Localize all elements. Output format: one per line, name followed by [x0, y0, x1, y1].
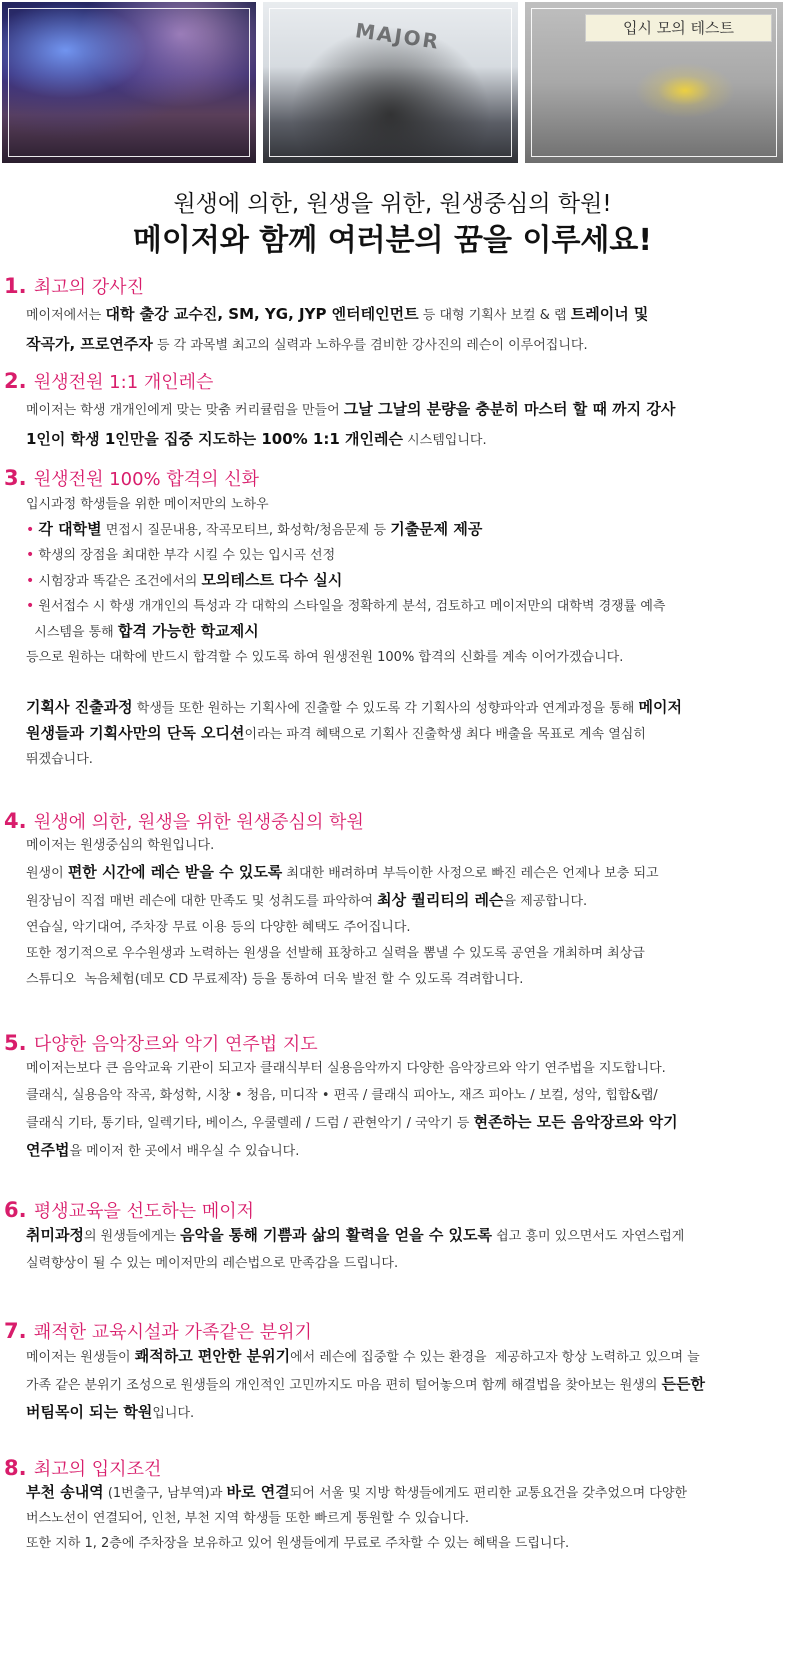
section-number: 8. — [4, 1456, 34, 1480]
emphasis-text: 쾌적하고 편안한 분위기 — [134, 1347, 291, 1365]
section-title-text: 쾌적한 교육시설과 가족같은 분위기 — [33, 1322, 312, 1343]
emphasis-text: 모의테스트 다수 실시 — [201, 571, 343, 589]
bullet-icon: • — [26, 598, 35, 614]
photo-strip — [0, 0, 785, 165]
section-title-8 — [4, 1455, 161, 1481]
text-line: 등으로 원하는 대학에 반드시 합격할 수 있도록 하여 원생전원 100% 합격의 신화를 계속 이어가겠습니다. — [26, 650, 624, 665]
section-body-3 — [26, 492, 781, 772]
emphasis-text: 바로 연결 — [226, 1483, 290, 1501]
text-line: 클래식, 실용음악 작곡, 화성학, 시창 • 청음, 미디작 • 편곡 / 클래식 피아노, 재즈 피아노 / 보컬, 성악, 힙합&랩/ — [26, 1088, 658, 1103]
emphasis-text: 음악을 통해 기쁨과 삶의 활력을 얻을 수 있도록 — [180, 1226, 493, 1244]
text-line: 부천 송내역 (1번출구, 남부역)과 바로 연결되어 서울 및 지방 학생들에게도 편리한 교통요건을 갖추었으며 다양한 — [26, 1483, 687, 1501]
emphasis-text: 각 대학별 — [38, 520, 102, 538]
mock-exam-photo — [523, 0, 785, 165]
section-body-7 — [26, 1343, 781, 1427]
section-number: 4. — [4, 809, 34, 833]
section-title-text: 평생교육을 선도하는 메이저 — [33, 1201, 255, 1222]
emphasis-text: 합격 가능한 학교제시 — [117, 622, 259, 640]
section-number: 6. — [4, 1198, 34, 1222]
section-title-text: 다양한 음악장르와 악기 연주법 지도 — [33, 1034, 318, 1055]
emphasis-text: 그날 그날의 분량을 충분히 마스터 할 때 까지 강사 — [343, 400, 676, 418]
headline-line1: 원생에 의한, 원생을 위한, 원생중심의 학원! — [173, 191, 612, 217]
text-line: 메이저는 원생중심의 학원입니다. — [26, 838, 215, 853]
headline-line2: 메이저와 함께 여러분의 꿈을 이루세요! — [132, 223, 653, 258]
emphasis-text: 기획사 진출과정 — [26, 698, 133, 716]
section-title-5 — [4, 1030, 318, 1056]
section-body-8 — [26, 1480, 781, 1556]
text-line: • 학생의 장점을 최대한 부각 시킬 수 있는 입시곡 선정 — [26, 547, 336, 563]
section-title-1 — [4, 273, 144, 299]
text-line: 1인이 학생 1인만을 집중 지도하는 100% 1:1 개인레슨 시스템입니다. — [26, 430, 487, 448]
text-line: 클래식 기타, 통기타, 일렉기타, 베이스, 우쿨렐레 / 드럼 / 관현악기 / 국악기 등 현존하는 모든 음악장르와 악기 — [26, 1113, 678, 1131]
bullet-icon: • — [26, 522, 35, 538]
emphasis-text: 든든한 — [661, 1375, 706, 1393]
text-line — [26, 670, 781, 695]
text-line: 원생들과 기획사만의 단독 오디션이라는 파격 혜택으로 기획사 진출학생 최다 배출을 목표로 계속 열심히 — [26, 724, 646, 742]
text-line: 메이저는 학생 개개인에게 맞는 맞춤 커리큘럼을 만들어 그날 그날의 분량을 충분히 마스터 할 때 까지 강사 — [26, 400, 676, 418]
text-line: • 원서접수 시 학생 개개인의 특성과 각 대학의 스타일을 정확하게 분석, 검토하고 메이저만의 대학벽 경쟁률 예측 — [26, 598, 666, 614]
emphasis-text: 연주법 — [26, 1141, 70, 1159]
emphasis-text: 버팀목이 되는 학원 — [26, 1403, 153, 1421]
section-number: 1. — [4, 274, 34, 298]
group-photo — [261, 0, 520, 165]
emphasis-text: 원생들과 기획사만의 단독 오디션 — [26, 724, 245, 742]
text-line: 스튜디오 녹음체험(데모 CD 무료제작) 등을 통하여 더욱 발전 할 수 있도록 격려합니다. — [26, 972, 524, 987]
text-line: 뛰겠습니다. — [26, 752, 93, 767]
section-title-text: 최고의 강사진 — [33, 277, 144, 298]
text-line: 메이저에서는 대학 출강 교수진, SM, YG, JYP 엔터테인먼트 등 대형 기획사 보컬 & 랩 트레이너 및 — [26, 305, 649, 323]
stage-performance-photo — [0, 0, 258, 165]
emphasis-text: 작곡가, 프로연주자 — [26, 335, 153, 353]
section-body-2 — [26, 395, 781, 455]
emphasis-text: 트레이너 및 — [570, 305, 649, 323]
text-line: 버팀목이 되는 학원입니다. — [26, 1403, 195, 1421]
text-line: 버스노선이 연결되어, 인천, 부천 지역 학생들 또한 빠르게 통원할 수 있습니다. — [26, 1511, 470, 1526]
emphasis-text: 1인이 학생 1인만을 집중 지도하는 100% 1:1 개인레슨 — [26, 430, 403, 448]
section-title-4 — [4, 808, 364, 834]
text-line: 연습실, 악기대여, 주차장 무료 이용 등의 다양한 혜택도 주어집니다. — [26, 920, 411, 935]
section-number: 7. — [4, 1319, 34, 1343]
emphasis-text: 취미과정 — [26, 1226, 84, 1244]
section-title-7 — [4, 1318, 312, 1344]
major-sign: MAJOR — [353, 18, 442, 54]
section-body-4 — [26, 833, 781, 993]
section-title-text: 원생전원 1:1 개인레슨 — [33, 372, 214, 393]
text-line: 메이저는 원생들이 쾌적하고 편안한 분위기에서 레슨에 집중할 수 있는 환경을 제공하고자 항상 노력하고 있으며 늘 — [26, 1347, 700, 1365]
text-line: • 각 대학별 면접시 질문내용, 작곡모티브, 화성학/청음문제 등 기출문제 제공 — [26, 520, 483, 538]
text-line: 또한 지하 1, 2층에 주차장을 보유하고 있어 원생들에게 무료로 주차할 수 있는 혜택을 드립니다. — [26, 1536, 570, 1551]
section-title-3 — [4, 465, 259, 491]
text-line: 입시과정 학생들을 위한 메이저만의 노하우 — [26, 497, 269, 512]
section-title-6 — [4, 1197, 254, 1223]
text-line: 메이저는보다 큰 음악교육 기관이 되고자 클래식부터 실용음악까지 다양한 음악장르와 악기 연주법을 지도합니다. — [26, 1061, 666, 1076]
section-body-5 — [26, 1055, 781, 1165]
section-body-1 — [26, 300, 781, 360]
section-title-text: 원생전원 100% 합격의 신화 — [33, 469, 260, 490]
emphasis-text: 현존하는 모든 음악장르와 악기 — [473, 1113, 678, 1131]
text-line: 연주법을 메이저 한 곳에서 배우실 수 있습니다. — [26, 1141, 300, 1159]
section-title-text: 최고의 입지조건 — [33, 1459, 162, 1480]
emphasis-text: 메이저 — [638, 698, 682, 716]
mock-exam-banner: 입시 모의 테스트 — [585, 14, 772, 42]
text-line: 또한 정기적으로 우수원생과 노력하는 원생을 선발해 표창하고 실력을 뽐낼 수 있도록 공연을 개최하며 최상급 — [26, 946, 645, 961]
bullet-icon: • — [26, 547, 35, 563]
bullet-icon: • — [26, 573, 35, 589]
section-title-2 — [4, 368, 213, 394]
section-number: 3. — [4, 466, 34, 490]
emphasis-text: 편한 시간에 레슨 받을 수 있도록 — [67, 863, 283, 881]
text-line: 작곡가, 프로연주자 등 각 과목별 최고의 실력과 노하우를 겸비한 강사진의 레슨이 이루어집니다. — [26, 335, 588, 353]
emphasis-text: 대학 출강 교수진, SM, YG, JYP 엔터테인먼트 — [105, 305, 419, 323]
text-line: 원장님이 직접 매번 레슨에 대한 만족도 및 성취도를 파악하여 최상 퀄리티의 레슨을 제공합니다. — [26, 891, 588, 909]
emphasis-text: 부천 송내역 — [26, 1483, 104, 1501]
section-number: 5. — [4, 1031, 34, 1055]
text-line: • 시험장과 똑같은 조건에서의 모의테스트 다수 실시 — [26, 571, 343, 589]
text-line: 가족 같은 분위기 조성으로 원생들의 개인적인 고민까지도 마음 편히 털어놓으며 함께 해결법을 찾아보는 원생의 든든한 — [26, 1375, 706, 1393]
section-number: 2. — [4, 369, 34, 393]
section-title-text: 원생에 의한, 원생을 위한 원생중심의 학원 — [33, 812, 364, 833]
emphasis-text: 기출문제 제공 — [390, 520, 483, 538]
section-body-6 — [26, 1222, 781, 1277]
text-line: 원생이 편한 시간에 레슨 받을 수 있도록 최대한 배려하며 부득이한 사정으로 빠진 레슨은 언제나 보충 되고 — [26, 863, 659, 881]
text-line: 취미과정의 원생들에게는 음악을 통해 기쁨과 삶의 활력을 얻을 수 있도록 쉽고 흥미 있으면서도 자연스럽게 — [26, 1226, 685, 1244]
emphasis-text: 최상 퀄리티의 레슨 — [377, 891, 504, 909]
text-line: 시스템을 통해 합격 가능한 학교제시 — [26, 622, 259, 640]
text-line: 실력향상이 될 수 있는 메이저만의 레슨법으로 만족감을 드립니다. — [26, 1256, 399, 1271]
text-line: 기획사 진출과정 학생들 또한 원하는 기획사에 진출할 수 있도록 각 기획사의 성향파악과 연계과정을 통해 메이저 — [26, 698, 682, 716]
